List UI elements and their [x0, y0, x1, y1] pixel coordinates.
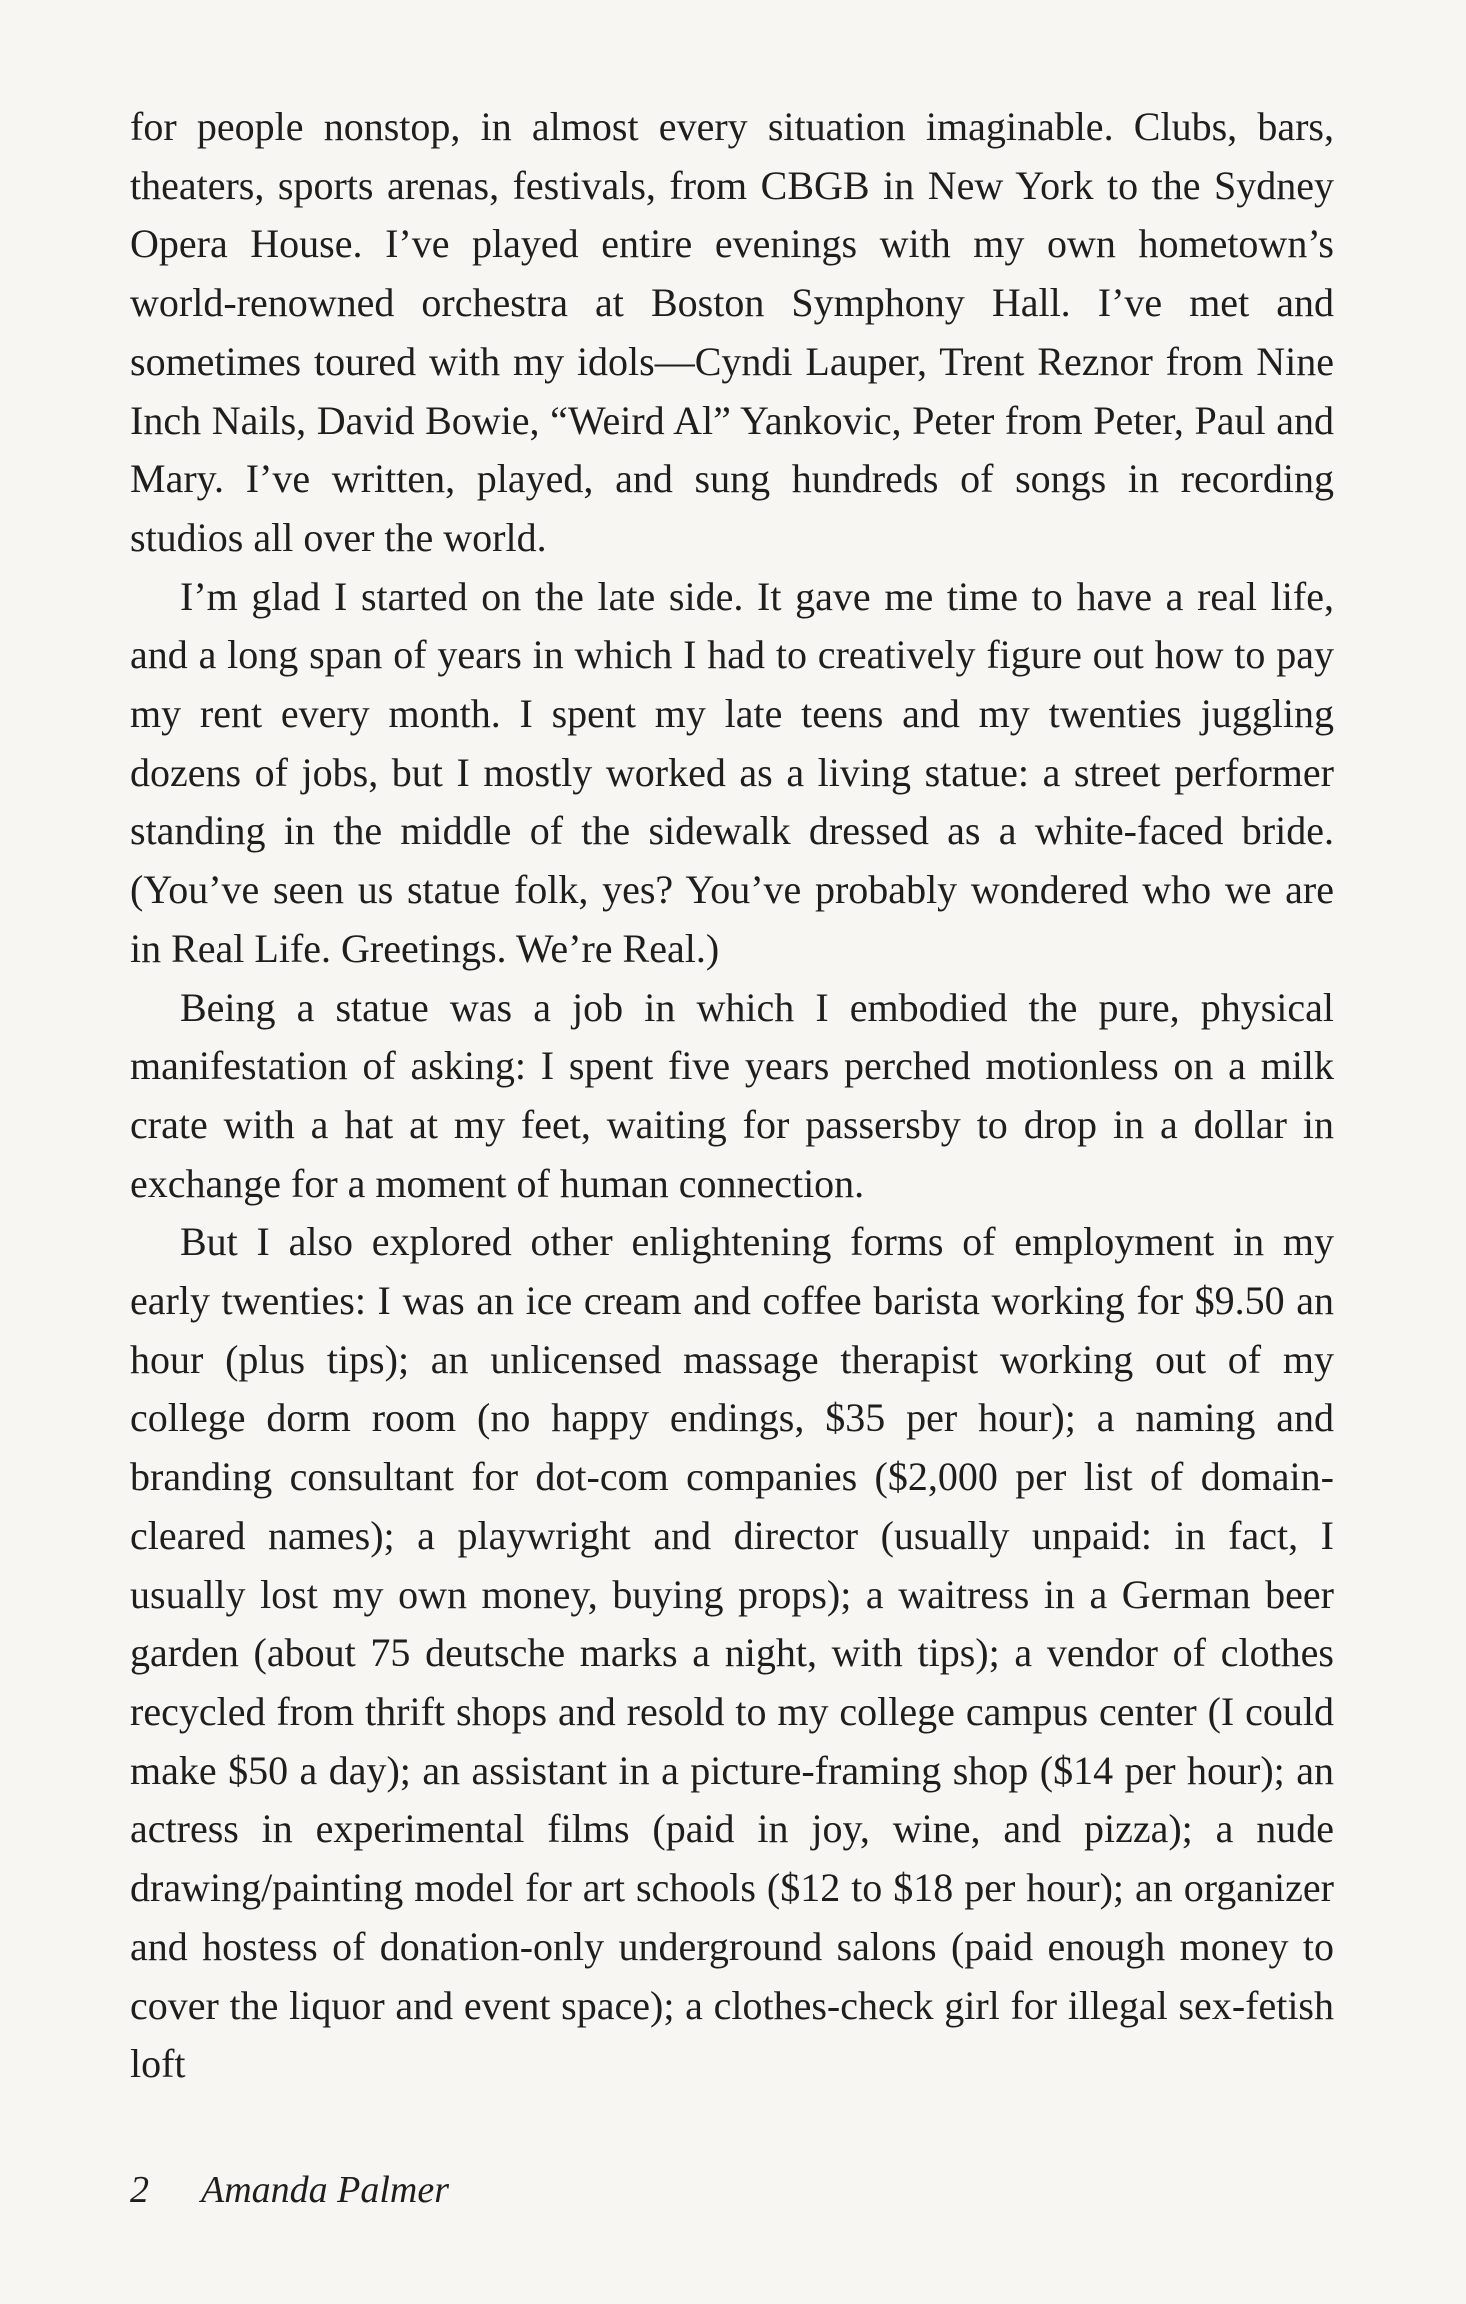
running-head-author: Amanda Palmer	[201, 2169, 450, 2211]
paragraph-2: I’m glad I started on the late side. It gave me time to have a real life, and a long span of years in which I had to creatively figure out how to pay my rent every month. I spent my late teens and my twenties juggling dozens of jobs, but I mostly worked as a living statue: a street performer standing in the middle of the sidewalk dressed as a white-faced bride. (You’ve seen us statue folk, yes? You’ve probably wondered who we are in Real Life. Greetings. We’re Real.)	[130, 573, 1334, 971]
paragraph-4: But I also explored other enlightening forms of employment in my early twenties: I was an ice cream and coffee barista working for $9.50 an hour (plus tips); an unlicensed massage therapist working out of my college dorm room (no happy endings, $35 per hour); a naming and branding consultant for dot-com companies ($2,000 per list of domain-cleared names); a playwright and director (usually unpaid: in fact, I usually lost my own money, buying props); a waitress in a German beer garden (about 75 deutsche marks a night, with tips); a vendor of clothes recycled from thrift shops and resold to my college campus center (I could make $50 a day); an assistant in a picture-framing shop ($14 per hour); an actress in experimental films (paid in joy, wine, and pizza); a nude drawing/painting model for art schools ($12 to $18 per hour); an organizer and hostess of donation-only underground salons (paid enough money to cover the liquor and event space); a clothes-check girl for illegal sex-fetish loft	[130, 1219, 1334, 2087]
page-footer	[130, 2168, 449, 2212]
body-text	[130, 98, 1334, 2094]
paragraph-3: Being a statue was a job in which I embodied the pure, physical manifestation of asking: I spent five years perched motionless on a milk crate with a hat at my feet, waiting for passersby to drop in a dollar in exchange for a moment of human connection.	[130, 984, 1334, 1206]
paragraph-1: for people nonstop, in almost every situation imaginable. Clubs, bars, theaters, sports arenas, festivals, from CBGB in New York to the Sydney Opera House. I’ve played entire evenings with my own hometown’s world-renowned orchestra at Boston Symphony Hall. I’ve met and sometimes toured with my idols—Cyndi Lauper, Trent Reznor from Nine Inch Nails, David Bowie, “Weird Al” Yankovic, Peter from Peter, Paul and Mary. I’ve written, played, and sung hundreds of songs in recording studios all over the world.	[130, 104, 1334, 560]
page-number: 2	[130, 2169, 149, 2211]
